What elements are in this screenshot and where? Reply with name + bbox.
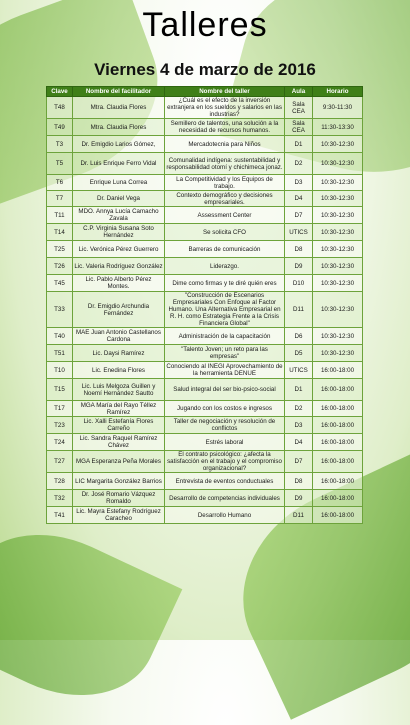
cell-facilitador: Enrique Luna Correa [73,175,165,191]
cell-aula: Sala CEA [285,119,313,136]
cell-clave: T28 [47,473,73,490]
cell-taller: Desarrollo Humano [165,507,285,524]
cell-horario: 16:00-18:00 [313,401,363,417]
cell-aula: D3 [285,175,313,191]
cell-aula: D8 [285,473,313,490]
cell-aula: UTICS [285,362,313,379]
cell-clave: T6 [47,175,73,191]
column-header-horario: Horario [313,87,363,97]
table-row [47,136,363,153]
cell-aula: D11 [285,292,313,328]
cell-facilitador: Mtra. Claudia Flores [73,97,165,119]
cell-aula: Sala CEA [285,97,313,119]
table-row [47,241,363,258]
cell-aula: D5 [285,345,313,362]
cell-aula: D9 [285,490,313,507]
cell-taller: Comunalidad indígena: sustentabilidad y responsabilidad otomí y chichimeca jonaz. [165,153,285,175]
cell-horario: 10:30-12:30 [313,207,363,224]
cell-facilitador: Dr. Emigdio Archundia Fernández [73,292,165,328]
cell-taller: Dime como firmas y te diré quién eres [165,275,285,292]
cell-horario: 16:00-18:00 [313,473,363,490]
cell-horario: 10:30-12:30 [313,191,363,207]
cell-taller: Liderazgo. [165,258,285,275]
cell-horario: 10:30-12:30 [313,292,363,328]
column-header-facilitador: Nombre del facilitador [73,87,165,97]
column-header-aula: Aula [285,87,313,97]
cell-horario: 10:30-12:30 [313,275,363,292]
column-header-clave: Clave [47,87,73,97]
cell-horario: 16:00-18:00 [313,507,363,524]
cell-aula: D7 [285,207,313,224]
cell-clave: T10 [47,362,73,379]
cell-horario: 10:30-12:30 [313,258,363,275]
cell-clave: T48 [47,97,73,119]
cell-taller: Administración de la capacitación [165,328,285,345]
cell-taller: Assessment Center [165,207,285,224]
background-leaf [0,505,182,725]
cell-facilitador: Lic. Verónica Pérez Guerrero [73,241,165,258]
cell-horario: 10:30-12:30 [313,328,363,345]
workshops-table [46,86,363,524]
cell-horario: 16:00-18:00 [313,451,363,473]
cell-horario: 16:00-18:00 [313,362,363,379]
cell-facilitador: Lic. Sandra Raquel Ramírez Chávez [73,434,165,451]
cell-clave: T11 [47,207,73,224]
cell-aula: D6 [285,328,313,345]
cell-aula: D1 [285,136,313,153]
table-row [47,97,363,119]
cell-facilitador: Lic. Enedina Flores [73,362,165,379]
cell-horario: 16:00-18:00 [313,417,363,434]
cell-facilitador: LIC Margarita González Barrios [73,473,165,490]
cell-horario: 16:00-18:00 [313,490,363,507]
cell-facilitador: Mtra. Claudia Flores [73,119,165,136]
cell-aula: D11 [285,507,313,524]
page-title: Talleres [142,6,268,44]
cell-horario: 11:30-13:30 [313,119,363,136]
table-row [47,207,363,224]
event-date: Viernes 4 de marzo de 2016 [94,60,316,79]
table-row [47,258,363,275]
cell-clave: T27 [47,451,73,473]
cell-taller: Barreras de comunicación [165,241,285,258]
cell-horario: 16:00-18:00 [313,379,363,401]
cell-taller: Taller de negociación y resolución de conflictos [165,417,285,434]
cell-horario: 10:30-12:30 [313,153,363,175]
cell-horario: 10:30-12:30 [313,241,363,258]
table-row [47,153,363,175]
column-header-taller: Nombre del taller [165,87,285,97]
cell-facilitador: Dr. Daniel Vega [73,191,165,207]
cell-clave: T3 [47,136,73,153]
table-row [47,119,363,136]
cell-aula: D8 [285,241,313,258]
cell-taller: Jugando con los costos e ingresos [165,401,285,417]
cell-aula: D2 [285,401,313,417]
cell-clave: T5 [47,153,73,175]
cell-taller: Semillero de talentos, una solución a la necesidad de recursos humanos. [165,119,285,136]
table-row [47,451,363,473]
cell-taller: ¿Cuál es el efecto de la inversión extranjera en los sueldos y salarios en las industrias? [165,97,285,119]
cell-clave: T17 [47,401,73,417]
cell-facilitador: Lic. Valeria Rodríguez González [73,258,165,275]
cell-clave: T33 [47,292,73,328]
cell-horario: 9:30-11:30 [313,97,363,119]
cell-aula: D7 [285,451,313,473]
cell-clave: T24 [47,434,73,451]
cell-facilitador: Lic. Daysi Ramírez [73,345,165,362]
cell-clave: T51 [47,345,73,362]
cell-horario: 10:30-12:30 [313,345,363,362]
table-row [47,175,363,191]
table-row [47,417,363,434]
cell-taller: "Construcción de Escenarios Empresariales Con Enfoque al Factor Humano. Una Alternativa Empresarial en R. H. como Estrategia Frente a la Crisis Financiera Global" [165,292,285,328]
cell-clave: T26 [47,258,73,275]
cell-facilitador: Lic. Pablo Alberto Pérez Montes. [73,275,165,292]
cell-clave: T23 [47,417,73,434]
table-header-row [47,87,363,97]
cell-aula: D2 [285,153,313,175]
cell-taller: El contrato psicológico: ¿afecta la satisfacción en el trabajo y el compromiso organizacional? [165,451,285,473]
table-row [47,379,363,401]
table-row [47,473,363,490]
cell-taller: Conociendo al INEGI Aprovechamiento de la herramienta DENUE [166,363,283,377]
table-row [47,490,363,507]
cell-taller: Estrés laboral [165,434,285,451]
cell-aula: D1 [285,379,313,401]
cell-taller: Mercadotecnia para Niños [165,136,285,153]
table-row [47,328,363,345]
cell-horario: 10:30-12:30 [313,136,363,153]
cell-facilitador: Lic. Luis Melgoza Guillen y Noemí Hernández Sautto [73,379,165,401]
cell-facilitador: Dr. Emigdio Larios Gómez, [73,136,165,153]
cell-horario: 16:00-18:00 [313,434,363,451]
table-row [47,292,363,328]
table-row [47,434,363,451]
cell-taller: Desarrollo de competencias individuales [165,490,285,507]
cell-taller: Contexto demográfico y decisiones empresariales. [165,191,285,207]
table-row [47,275,363,292]
cell-taller: Se solicita CFO [165,224,285,241]
cell-facilitador: MDO. Annya Lucía Camacho Zavala [73,207,165,224]
cell-facilitador: MGA Esperanza Peña Morales [73,451,165,473]
cell-clave: T49 [47,119,73,136]
cell-aula: UTICS [285,224,313,241]
cell-aula: D9 [285,258,313,275]
cell-facilitador: Dr. Luis Enrique Ferro Vidal [73,153,165,175]
cell-horario: 10:30-12:30 [313,224,363,241]
cell-facilitador: Lic. Mayra Estefany Rodríguez Caracheo [73,507,165,524]
cell-clave: T14 [47,224,73,241]
cell-clave: T25 [47,241,73,258]
cell-facilitador: C.P. Virginia Susana Soto Hernández [73,224,165,241]
cell-facilitador: MGA María del Rayo Téllez Ramírez [73,401,165,417]
table-row [47,401,363,417]
cell-facilitador: Dr. José Romario Vázquez Romaldo [73,490,165,507]
cell-clave: T15 [47,379,73,401]
cell-aula: D4 [285,191,313,207]
table-row [47,191,363,207]
table-row [47,224,363,241]
cell-taller: La Competitividad y los Equipos de trabajo. [165,175,285,191]
table-row [47,345,363,362]
cell-clave: T32 [47,490,73,507]
cell-taller: "Talento Joven; un reto para las empresas" [165,345,285,362]
table-row [47,362,363,379]
cell-clave: T7 [47,191,73,207]
cell-clave: T40 [47,328,73,345]
cell-aula: D10 [285,275,313,292]
cell-facilitador: Lic. Xalli Estefanía Flores Carreño [73,417,165,434]
cell-taller: Salud integral del ser bio-psico-social [165,379,285,401]
table-row [47,507,363,524]
cell-clave: T41 [47,507,73,524]
cell-facilitador: MAE Juan Antonio Castellanos Cardona [73,328,165,345]
cell-aula: D4 [285,434,313,451]
cell-taller: Entrevista de eventos conductuales [165,473,285,490]
cell-aula: D3 [285,417,313,434]
cell-horario: 10:30-12:30 [313,175,363,191]
cell-clave: T45 [47,275,73,292]
